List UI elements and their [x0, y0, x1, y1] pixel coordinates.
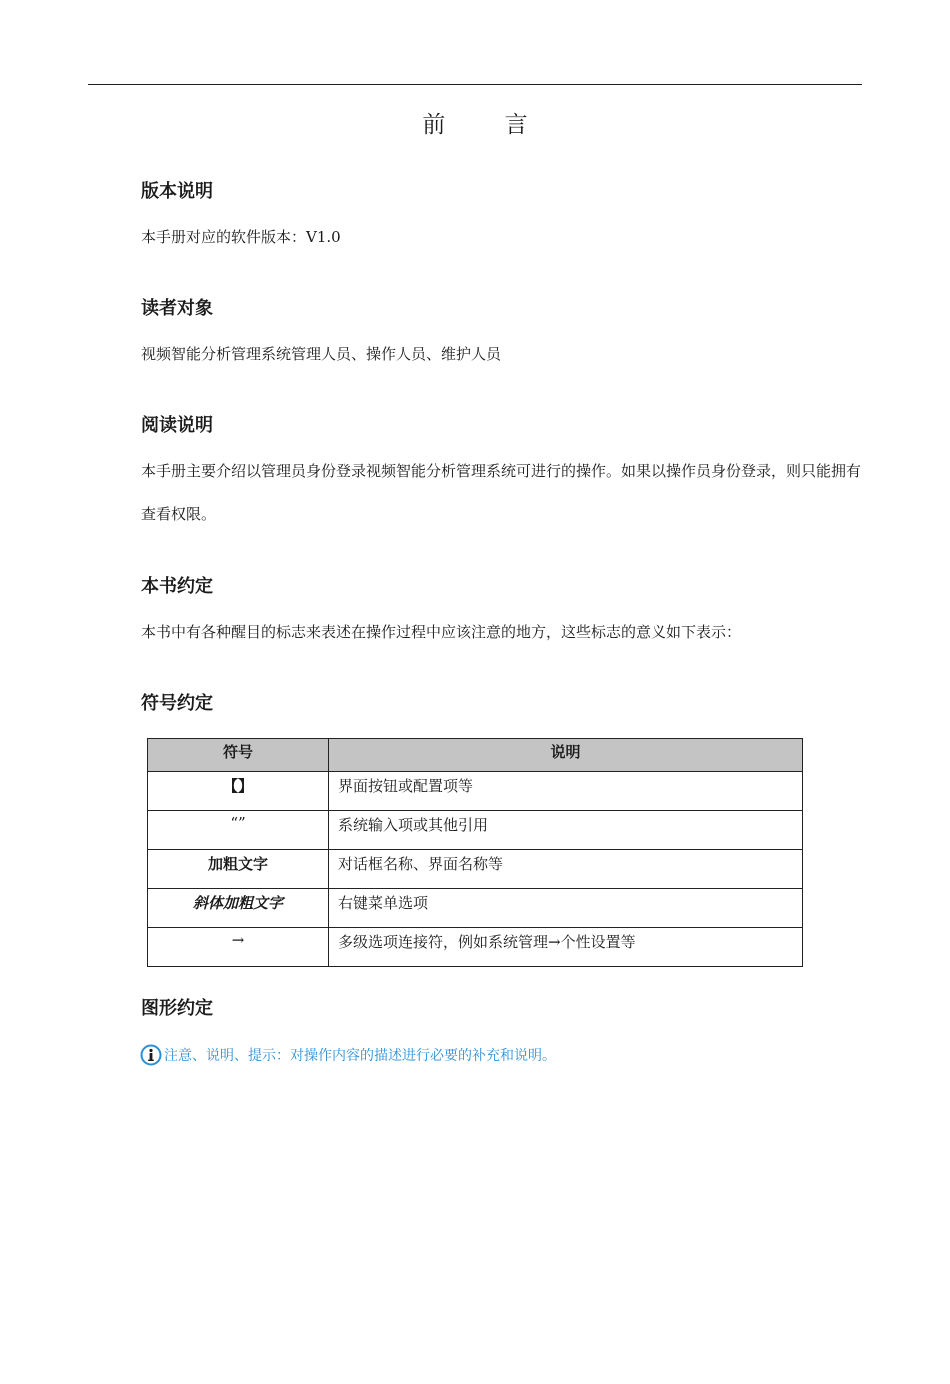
table-header-row	[148, 739, 803, 772]
reading-text: 本手册主要介绍以管理员身份登录视频智能分析管理系统可进行的操作。如果以操作员身份登录，则只能拥有查看权限。	[141, 462, 862, 523]
version-text: 本手册对应的软件版本：V1.0	[141, 228, 341, 246]
table-row	[148, 772, 803, 811]
table-header-desc: 说明	[329, 739, 803, 772]
table-row	[148, 850, 803, 889]
symbol-cell: 【】	[148, 772, 329, 811]
desc-cell: 界面按钮或配置项等	[329, 772, 803, 811]
info-icon	[140, 1044, 162, 1066]
desc-cell: 右键菜单选项	[329, 889, 803, 928]
table-row	[148, 811, 803, 850]
desc-cell: 多级选项连接符，例如系统管理→个性设置等	[329, 928, 803, 967]
symbol-cell: 斜体加粗文字	[148, 889, 329, 928]
desc-cell: 系统输入项或其他引用	[329, 811, 803, 850]
heading-symbols: 符号约定	[141, 693, 213, 714]
table-header-symbol: 符号	[148, 739, 329, 772]
desc-cell: 对话框名称、界面名称等	[329, 850, 803, 889]
conventions-text: 本书中有各种醒目的标志来表述在操作过程中应该注意的地方，这些标志的意义如下表示：	[141, 623, 742, 641]
header-rule	[88, 84, 862, 85]
table-row	[148, 889, 803, 928]
heading-reading: 阅读说明	[141, 415, 213, 436]
heading-version: 版本说明	[141, 181, 213, 202]
table-row	[148, 928, 803, 967]
note-text: 注意、说明、提示：对操作内容的描述进行必要的补充和说明。	[164, 1048, 556, 1064]
symbol-cell: 加粗文字	[148, 850, 329, 889]
symbol-table	[147, 738, 803, 967]
heading-audience: 读者对象	[141, 298, 213, 319]
heading-conventions: 本书约定	[141, 576, 213, 597]
symbol-cell: →	[148, 928, 329, 967]
symbol-cell: “”	[148, 811, 329, 850]
graphics-note	[140, 1044, 556, 1066]
audience-text: 视频智能分析管理系统管理人员、操作人员、维护人员	[141, 345, 502, 363]
page-title: 前 言	[422, 112, 554, 138]
heading-graphics: 图形约定	[141, 998, 213, 1019]
